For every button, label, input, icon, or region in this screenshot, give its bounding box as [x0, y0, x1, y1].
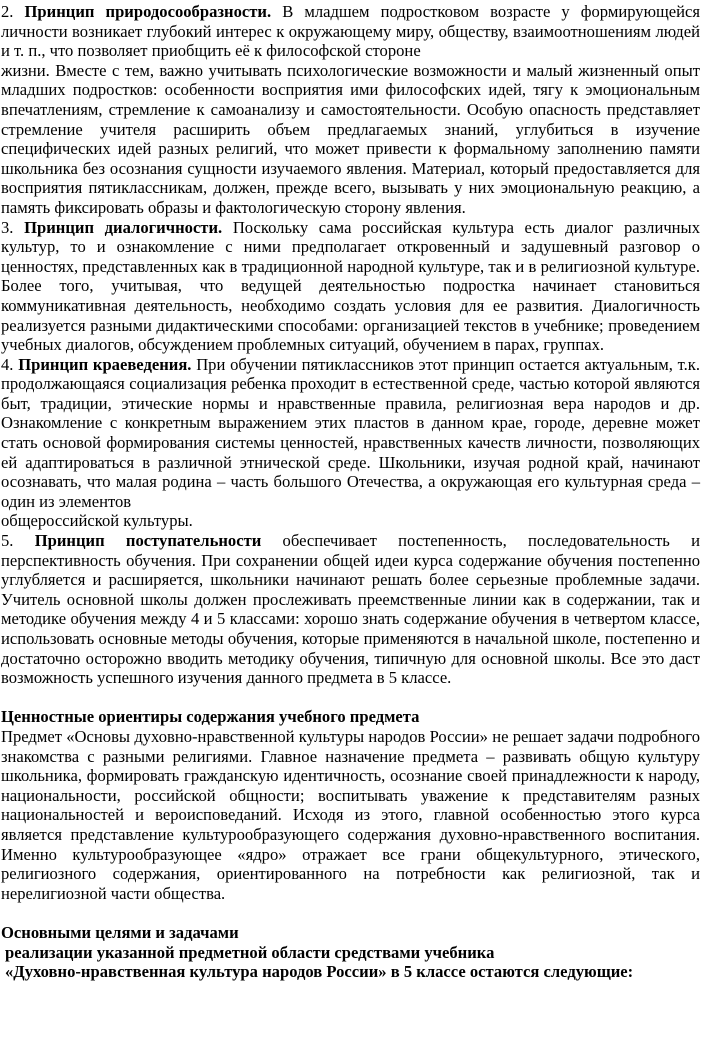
section-2-number: 2.: [1, 2, 14, 21]
goals-heading-line-1: Основными целями и задачами: [1, 922, 239, 942]
section-2-title: Принцип природосообразности.: [24, 2, 272, 21]
section-5-title: Принцип поступательности: [34, 531, 262, 551]
goals-heading-line-3: «Духовно-нравственная культура народов России» в 5 классе остаются следующие:: [5, 962, 634, 982]
spacer: [1, 688, 700, 708]
section-4-continuation: общероссийской культуры.: [1, 511, 193, 531]
section-2-continuation: жизни. Вместе с тем, важно учитывать психологические возможности и малый жизненный опыт младших подростков: особенности восприятия ими философских идей, тягу к эмоциональным впечатлениям, стремление к самоанализу и самостоятельности. Особую опасность представляет стремление учителя расширить объем предлагаемых знаний, углубиться в изучение специфических идей разных религий, что может привести к формальному заполнению памяти школьника без осознания сущности изучаемого явления. Материал, который предоставляется для восприятия пятиклассникам, должен, прежде всего, вызывать у них эмоциональную реакцию, а память фиксировать образы и фактологическую сторону явления.: [1, 60, 700, 217]
section-5-number: 5.: [1, 531, 14, 551]
section-4-paragraph: [1, 355, 700, 512]
section-3-title: Принцип диалогичности.: [24, 217, 223, 237]
section-4-title: Принцип краеведения.: [18, 354, 192, 374]
goals-heading-line-2: реализации указанной предметной области средствами учебника: [5, 942, 495, 962]
section-3-paragraph: [1, 218, 700, 355]
section-5-paragraph: [1, 531, 700, 688]
section-5-text: обеспечивает постепенность, последовательность и перспективность обучения. При сохранении общей идеи курса содержание обучения постепенно углубляется и расширяется, школьники начинают решать более серьезные проблемные задачи. Учитель основной школы должен прослеживать преемственные линии как в содержании, так и методике обучения между 4 и 5 классами: хорошо знать содержание обучения в четвертом классе, использовать основные методы обучения, которые применяются в начальной школе, постепенно и достаточно осторожно вводить методику обучения, типичную для основной школы. Все это даст возможность успешного изучения данного предмета в 5 классе.: [1, 531, 700, 688]
section-3-text: Поскольку сама российская культура есть диалог различных культур, то и ознакомление с ними предполагает откровенный и задушевный разговор о ценностях, представленных как в традиционной народной культуре, так и в религиозной культуре. Более того, учитывая, что ведущей деятельностью подростка начинает становиться коммуникативная деятельность, необходимо создать условия для ее развития. Диалогичность реализуется разными дидактическими способами: организацией текстов в учебнике; проведением учебных диалогов, обсуждением проблемных ситуаций, обучением в парах, группах.: [1, 217, 701, 355]
section-2-text: В младшем подростковом возрасте у формирующейся личности возникает глубокий интерес к окружающему миру, обществу, взаимоотношениям людей и т. п., что позволяет приобщить её к философской стороне: [1, 2, 701, 61]
goals-heading: [1, 923, 700, 982]
values-heading: Ценностные ориентиры содержания учебного предмета: [1, 707, 420, 727]
values-paragraph: Предмет «Основы духовно-нравственной культуры народов России» не решает задачи подробного знакомства с разными религиями. Главное назначение предмета – развивать общую культуру школьника, формировать гражданскую идентичность, осознание своей принадлежности к народу, национальности, российской общности; воспитывать уважение к представителям разных национальностей и вероисповеданий. Исходя из этого, главной особенностью этого курса является представление культурообразующего содержания духовно-нравственного воспитания. Именно культурообразующее «ядро» отражает все грани общекультурного, этического, религиозного содержания, ориентированного на потребности как религиозной, так и нерелигиозной части общества.: [1, 726, 700, 903]
section-2-paragraph: [1, 2, 700, 61]
section-3-number: 3.: [1, 217, 14, 237]
spacer: [1, 903, 700, 923]
section-4-number: 4.: [1, 354, 14, 374]
section-4-text: При обучении пятиклассников этот принцип остается актуальным, т.к. продолжающаяся социализация ребенка проходит в естественной среде, частью которой являются быт, традиции, этические нормы и нравственные правила, религиозная вера народов и др. Ознакомление с конкретным выражением этих пластов в данном крае, городе, деревне может стать основой формирования системы ценностей, нравственных качеств личности, позволяющих ей адаптироваться в различной этнической среде. Школьники, изучая родной край, начинают осознавать, что малая родина – часть большого Отечества, а окружающая его культурная среда – один из элементов: [1, 354, 700, 511]
